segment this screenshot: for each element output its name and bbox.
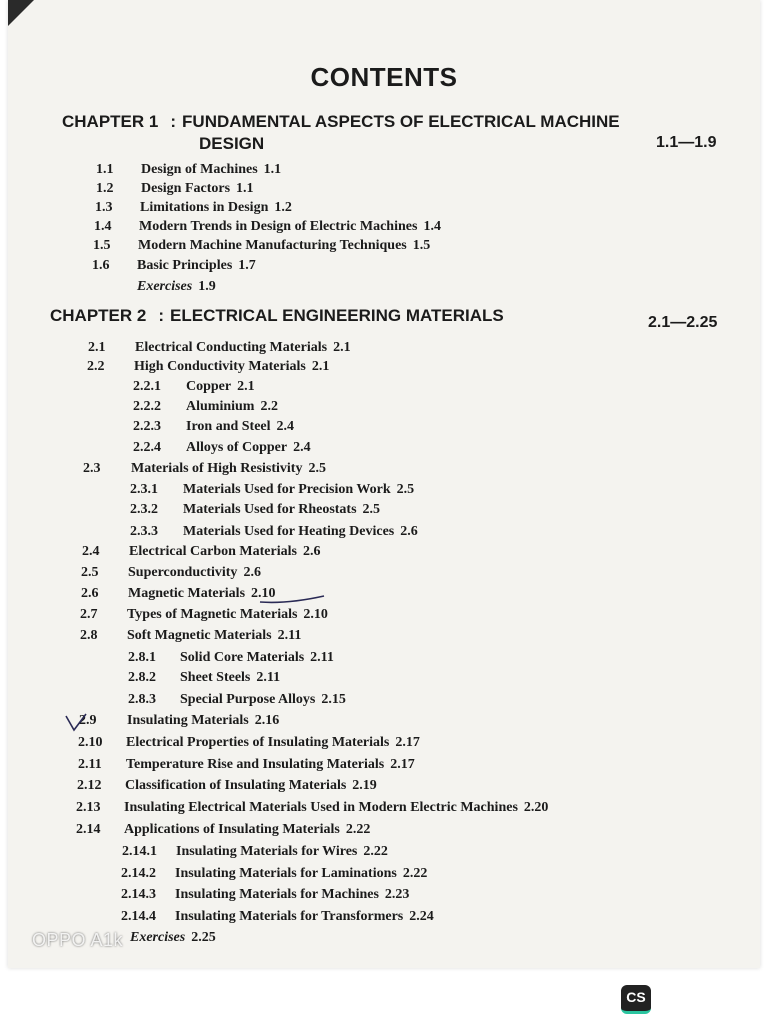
chapter-1-number: CHAPTER 1 [62, 112, 159, 131]
entry-title: Materials Used for Rheostats [183, 502, 357, 517]
entry-number: 2.3 [83, 461, 101, 476]
entry-title: Materials Used for Heating Devices [183, 524, 395, 539]
entry-page: 2.4 [276, 419, 295, 434]
entry-page: 2.5 [362, 502, 381, 517]
chapter-1-separator: : [170, 112, 177, 131]
entry-title: Classification of Insulating Materials [125, 778, 347, 793]
entry-number: 1.5 [93, 238, 111, 253]
page-corner-shadow [8, 0, 34, 26]
entry-title: Types of Magnetic Materials [127, 607, 298, 622]
entry-number: 2.8.2 [128, 670, 156, 685]
chapter-2-pages: 2.1—2.25 [648, 314, 718, 331]
chapter-2-title: ELECTRICAL ENGINEERING MATERIALS [170, 306, 504, 325]
entry-title: Applications of Insulating Materials [124, 822, 340, 837]
entry-title: Electrical Conducting Materials [135, 340, 328, 355]
chapter-2-separator: : [158, 306, 165, 325]
entry-title: Insulating Materials for Laminations [175, 866, 397, 881]
entry-title: Materials of High Resistivity [131, 461, 303, 476]
entry-number: 2.3.1 [130, 482, 158, 497]
entry-title: Design of Machines [141, 162, 258, 177]
entry-title: Materials Used for Precision Work [183, 482, 391, 497]
entry-page: 2.23 [384, 887, 410, 902]
entry-page: 2.11 [256, 670, 281, 685]
exercises-label: Exercises [130, 930, 186, 945]
camera-watermark: OPPO A1k [32, 930, 124, 950]
page-title: CONTENTS [310, 62, 458, 92]
entry-number: 2.14.4 [121, 909, 156, 924]
entry-title: Iron and Steel [186, 419, 271, 434]
entry-page: 2.19 [352, 778, 377, 793]
entry-number: 2.3.3 [130, 524, 158, 539]
entry-number: 2.10 [78, 735, 103, 750]
entry-page: 2.1 [311, 359, 330, 374]
entry-title: Insulating Materials for Transformers [175, 909, 404, 924]
entry-page: 1.4 [423, 219, 441, 234]
entry-number: 2.7 [80, 607, 98, 622]
entry-number: 2.8.3 [128, 692, 156, 707]
entry-number: 2.9 [79, 713, 97, 728]
entry-page: 2.4 [293, 440, 311, 455]
entry-page: 1.1 [236, 181, 254, 196]
entry-page: 2.2 [260, 399, 278, 414]
entry-page: 2.17 [390, 757, 415, 772]
exercises-page: 1.9 [198, 279, 216, 294]
entry-page: 2.5 [396, 482, 415, 497]
entry-title: Insulating Materials for Wires [176, 844, 358, 859]
chapter-2-heading [50, 306, 504, 326]
entry-number: 2.11 [78, 757, 102, 772]
entry-title: High Conductivity Materials [134, 359, 306, 374]
entry-number: 2.3.2 [130, 502, 158, 517]
entry-title: Insulating Materials [127, 713, 249, 728]
entry-number: 1.1 [96, 162, 114, 177]
chapter-1-pages: 1.1—1.9 [656, 134, 717, 151]
entry-title: Superconductivity [128, 565, 238, 580]
camscanner-logo-icon: CS [621, 985, 651, 1014]
entry-number: 2.2.2 [133, 399, 161, 414]
book-page [8, 0, 760, 968]
entry-title: Aluminium [186, 399, 255, 414]
entry-number: 2.14.2 [121, 866, 156, 881]
entry-title: Special Purpose Alloys [180, 692, 316, 707]
entry-title: Modern Trends in Design of Electric Machines [139, 219, 418, 234]
chapter-2-number: CHAPTER 2 [50, 306, 147, 325]
entry-number: 1.2 [96, 181, 114, 196]
entry-page: 2.5 [308, 461, 326, 476]
entry-number: 2.6 [81, 586, 99, 601]
pen-underline-mark [258, 592, 328, 606]
entry-page: 2.6 [302, 544, 321, 559]
entry-page: 1.5 [412, 238, 431, 253]
entry-number: 2.14.3 [121, 887, 156, 902]
chapter-1-heading [62, 112, 620, 132]
entry-title: Sheet Steels [180, 670, 251, 685]
entry-title: Solid Core Materials [180, 650, 305, 665]
pen-check-mark [64, 712, 88, 734]
entry-number: 2.2.1 [133, 379, 161, 394]
entry-number: 2.1 [88, 340, 106, 355]
entry-page: 1.7 [238, 258, 256, 273]
entry-number: 2.14.1 [122, 844, 157, 859]
entry-number: 2.2.4 [133, 440, 161, 455]
entry-page: 2.20 [523, 800, 549, 815]
entry-title: Electrical Carbon Materials [129, 544, 297, 559]
entry-title: Limitations in Design [140, 200, 269, 215]
entry-title: Soft Magnetic Materials [127, 628, 272, 643]
entry-title: Modern Machine Manufacturing Techniques [138, 238, 407, 253]
entry-number: 2.8 [80, 628, 98, 643]
entry-number: 2.12 [77, 778, 102, 793]
entry-title: Copper [186, 379, 232, 394]
entry-page: 2.17 [395, 735, 420, 750]
entry-number: 1.6 [92, 258, 110, 273]
chapter-1-title-line2: DESIGN [199, 134, 265, 153]
entry-number: 1.3 [95, 200, 113, 215]
chapter-1-title-line1: FUNDAMENTAL ASPECTS OF ELECTRICAL MACHINE [182, 112, 620, 131]
entry-number: 1.4 [94, 219, 112, 234]
entry-title: Temperature Rise and Insulating Materials [126, 757, 385, 772]
entry-number: 2.8.1 [128, 650, 156, 665]
entry-number: 2.4 [82, 544, 100, 559]
entry-title: Alloys of Copper [186, 440, 288, 455]
entry-title: Magnetic Materials [128, 586, 246, 601]
entry-page: 2.22 [402, 866, 428, 881]
entry-number: 2.5 [81, 565, 99, 580]
entry-page: 2.11 [277, 628, 302, 643]
entry-page: 2.22 [345, 822, 371, 837]
entry-page: 1.1 [263, 162, 282, 177]
entry-number: 2.14 [76, 822, 101, 837]
entry-page: 2.6 [243, 565, 261, 580]
exercises-page: 2.25 [191, 930, 216, 945]
entry-page: 2.11 [310, 650, 334, 665]
entry-page: 2.24 [409, 909, 434, 924]
entry-page: 1.2 [274, 200, 292, 215]
entry-number: 2.2.3 [133, 419, 161, 434]
exercises-label: Exercises [137, 279, 193, 294]
entry-page: 2.10 [303, 607, 328, 622]
entry-page: 2.6 [400, 524, 418, 539]
entry-title: Design Factors [141, 181, 231, 196]
entry-title: Insulating Electrical Materials Used in Modern Electric Machines [124, 800, 518, 815]
entry-page: 2.10 [251, 586, 276, 601]
entry-title: Electrical Properties of Insulating Materials [126, 735, 390, 750]
entry-page: 2.16 [254, 713, 280, 728]
entry-page: 2.1 [333, 340, 351, 355]
entry-title: Basic Principles [137, 258, 233, 273]
entry-page: 2.1 [237, 379, 255, 394]
entry-page: 2.22 [363, 844, 388, 859]
entry-number: 2.2 [87, 359, 105, 374]
entry-page: 2.15 [321, 692, 346, 707]
entry-number: 2.13 [76, 800, 101, 815]
entry-title: Insulating Materials for Machines [175, 887, 379, 902]
